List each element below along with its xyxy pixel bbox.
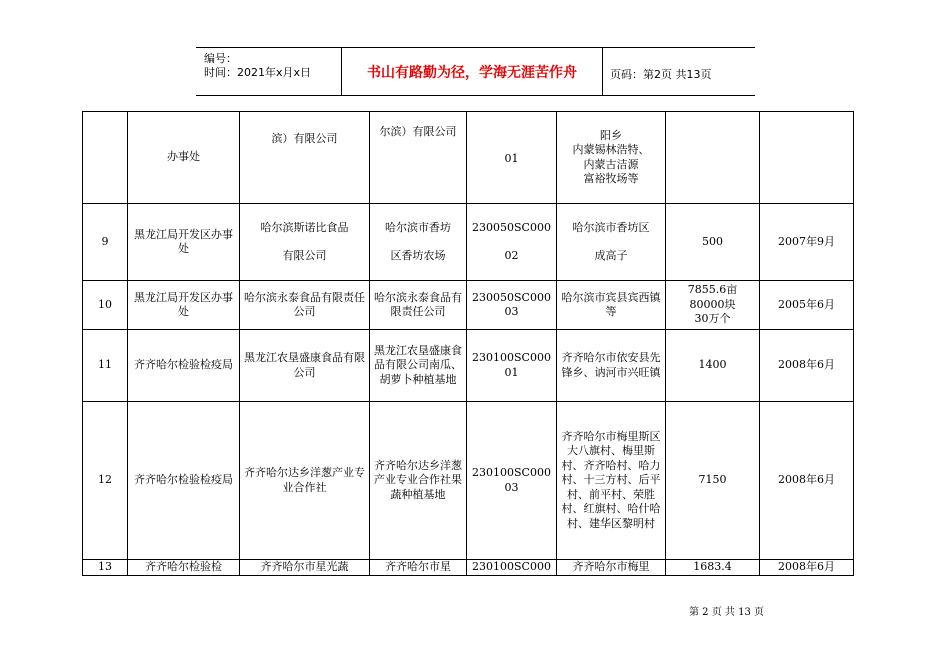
table-row bbox=[83, 281, 854, 330]
cell-site: 齐齐哈尔市星 bbox=[370, 560, 467, 576]
cell-date: 2005年6月 bbox=[760, 281, 854, 330]
cell-code: 01 bbox=[467, 112, 557, 204]
cell-company: 齐齐哈尔市星光蔬 bbox=[240, 560, 370, 576]
line-gap bbox=[470, 235, 553, 249]
cell-code-line2: 02 bbox=[504, 249, 519, 262]
cell-unit: 齐齐哈尔检验检疫局 bbox=[128, 330, 240, 402]
cell-area: 500 bbox=[666, 204, 760, 281]
table-row bbox=[83, 112, 854, 204]
cell-no bbox=[83, 112, 128, 204]
cell-site: 齐齐哈尔达乡洋葱产业专业合作社果蔬种植基地 bbox=[370, 402, 467, 560]
cell-code-line1: 230050SC000 bbox=[472, 220, 551, 234]
header-bottom-rule bbox=[196, 95, 755, 96]
cell-no: 9 bbox=[83, 204, 128, 281]
cell-company: 哈尔滨永泰食品有限责任公司 bbox=[240, 281, 370, 330]
cell-area: 1400 bbox=[666, 330, 760, 402]
cell-unit: 黑龙江局开发区办事处 bbox=[128, 281, 240, 330]
cell-no: 13 bbox=[83, 560, 128, 576]
header-left-block bbox=[204, 52, 311, 80]
document-number-label: 编号： bbox=[204, 52, 237, 65]
table-row bbox=[83, 330, 854, 402]
cell-code: 230100SC000 01 bbox=[467, 330, 557, 402]
table-row bbox=[83, 204, 854, 281]
cell-area: 7150 bbox=[666, 402, 760, 560]
cell-site: 尔滨）有限公司 bbox=[370, 112, 467, 204]
cell-date: 2008年6月 bbox=[760, 402, 854, 560]
cell-location: 齐齐哈尔市依安县先锋乡、讷河市兴旺镇 bbox=[557, 330, 666, 402]
cell-location-line1: 哈尔滨市香坊区 bbox=[572, 220, 650, 234]
document-time-label: 时间：2021年x月x日 bbox=[204, 66, 312, 79]
cell-area: 1683.4 bbox=[666, 560, 760, 576]
cell-company: 黑龙江农垦盛康食品有限公司 bbox=[240, 330, 370, 402]
cell-company: 滨）有限公司 bbox=[240, 112, 370, 204]
header-motto-box bbox=[341, 47, 603, 95]
cell-location: 齐齐哈尔市梅里 bbox=[557, 560, 666, 576]
line-gap bbox=[243, 235, 366, 249]
cell-no: 10 bbox=[83, 281, 128, 330]
cell-unit: 黑龙江局开发区办事处 bbox=[128, 204, 240, 281]
page-footer-number: 第 2 页 共 13 页 bbox=[689, 607, 764, 618]
cell-no: 11 bbox=[83, 330, 128, 402]
cell-code bbox=[467, 204, 557, 281]
page-header bbox=[196, 47, 755, 96]
cell-date bbox=[760, 112, 854, 204]
cell-site-line1: 哈尔滨市香坊 bbox=[385, 220, 451, 234]
cell-location: 阳乡 内蒙锡林浩特、 内蒙古洁源 富裕牧场等 bbox=[557, 112, 666, 204]
table-row bbox=[83, 560, 854, 576]
cell-location bbox=[557, 204, 666, 281]
cell-site: 黑龙江农垦盛康食品有限公司南瓜、胡萝卜种植基地 bbox=[370, 330, 467, 402]
cell-location: 齐齐哈尔市梅里斯区大八旗村、梅里斯村、齐齐哈村、哈力村、十三方村、后平村、前平村、荣胜村、红旗村、哈什哈村、建华区黎明村 bbox=[557, 402, 666, 560]
cell-site bbox=[370, 204, 467, 281]
cell-company: 齐齐哈尔达乡洋葱产业专业合作社 bbox=[240, 402, 370, 560]
cell-date: 2007年9月 bbox=[760, 204, 854, 281]
cell-unit: 齐齐哈尔检验检疫局 bbox=[128, 402, 240, 560]
cell-code: 230100SC000 03 bbox=[467, 402, 557, 560]
line-gap bbox=[560, 235, 662, 249]
cell-company-line1: 哈尔滨斯诺比食品 bbox=[260, 220, 349, 234]
cell-area: 7855.6亩 80000块 30万个 bbox=[666, 281, 760, 330]
cell-no: 12 bbox=[83, 402, 128, 560]
cell-date: 2008年6月 bbox=[760, 560, 854, 576]
cell-unit: 齐齐哈尔检验检 bbox=[128, 560, 240, 576]
cell-location-line2: 成高子 bbox=[594, 249, 628, 262]
cell-area bbox=[666, 112, 760, 204]
header-motto: 书山有路勤为径，学海无涯苦作舟 bbox=[367, 65, 577, 81]
cell-code: 230050SC000 03 bbox=[467, 281, 557, 330]
cell-company bbox=[240, 204, 370, 281]
cell-date: 2008年6月 bbox=[760, 330, 854, 402]
cell-site: 哈尔滨永泰食品有限责任公司 bbox=[370, 281, 467, 330]
cell-unit: 办事处 bbox=[128, 112, 240, 204]
cell-company-line2: 有限公司 bbox=[282, 249, 327, 262]
cell-site-line2: 区香坊农场 bbox=[390, 249, 446, 262]
line-gap bbox=[373, 235, 463, 249]
table-row bbox=[83, 402, 854, 560]
header-page-number: 页码：第2页 共13页 bbox=[610, 68, 712, 81]
cell-location: 哈尔滨市宾县宾西镇等 bbox=[557, 281, 666, 330]
registry-table bbox=[82, 111, 854, 576]
cell-code: 230100SC000 bbox=[467, 560, 557, 576]
